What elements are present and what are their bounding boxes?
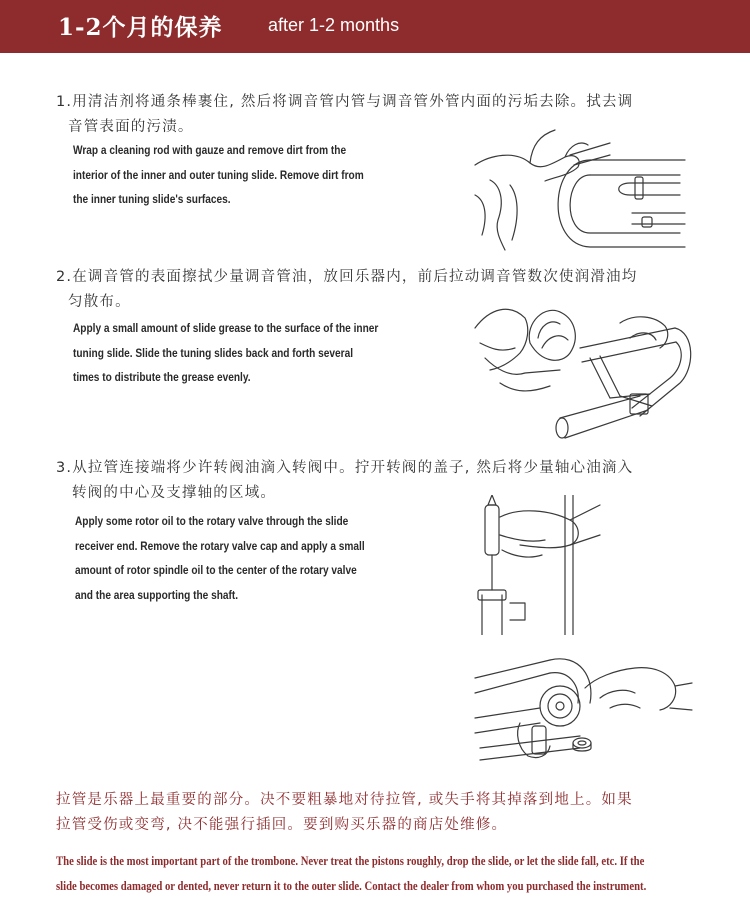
step-1-en-line-1: Wrap a cleaning rod with gauze and remove dirt from the xyxy=(73,145,347,157)
step-2-en-line-1: Apply a small amount of slide grease to the surface of the inner xyxy=(73,323,379,335)
step-3-en-line-3: amount of rotor spindle oil to the center of the rotary valve xyxy=(75,565,357,577)
step-2-en xyxy=(73,317,425,391)
step-3-en-line-2: receiver end. Remove the rotary valve cap and apply a small xyxy=(75,540,365,553)
step-2-zh-line-1: 2.在调音管的表面擦拭少量调音管油，放回乐器内，前后拉动调音管数次使润滑油均 xyxy=(56,269,638,285)
step-1-zh-line-2: 音管表面的污渍。 xyxy=(68,119,194,135)
step-3-zh-line-2: 转阀的中心及支撑轴的区域。 xyxy=(72,485,277,501)
step-1-en xyxy=(73,139,407,213)
page-title-en: after 1-2 months xyxy=(268,15,400,35)
step-3-en-line-1: Apply some rotor oil to the rotary valve through the slide xyxy=(75,516,349,528)
step-2-en-line-2: tuning slide. Slide the tuning slides back and forth several xyxy=(73,347,354,360)
warning-note-en-line-1: The slide is the most important part of the trombone. Never treat the pistons roughly, drop the slide, or let the slide fall, etc. If the xyxy=(56,854,645,868)
step-2-en-line-3: times to distribute the grease evenly. xyxy=(73,372,251,384)
cleaning-rod-tuning-slide-illustration xyxy=(470,125,695,255)
header-bar xyxy=(0,0,750,53)
slide-grease-illustration xyxy=(470,298,695,448)
rotor-oil-dropper-illustration xyxy=(470,495,620,635)
warning-note-en xyxy=(56,849,706,899)
page-title-zh: 1-2个月的保养 xyxy=(58,14,223,41)
rotary-valve-cap-illustration xyxy=(470,648,695,763)
warning-note-en-line-2: slide becomes damaged or dented, never return it to the outer slide. Contact the dealer from whom you purchased the instrument. xyxy=(56,879,647,893)
step-3-en-line-4: and the area supporting the shaft. xyxy=(75,589,239,602)
step-2-zh-line-2: 匀散布。 xyxy=(68,294,131,310)
warning-note-zh xyxy=(56,788,716,838)
step-3-zh-line-1: 3.从拉管连接端将少许转阀油滴入转阀中。拧开转阀的盖子, 然后将少量轴心油滴入 xyxy=(56,460,634,476)
step-1-zh-line-1: 1.用清洁剂将通条棒裹住, 然后将调音管内管与调音管外管内面的污垢去除。拭去调 xyxy=(56,94,634,110)
warning-note-zh-line-1: 拉管是乐器上最重要的部分。决不要粗暴地对待拉管, 或失手将其掉落到地上。如果 xyxy=(56,792,633,808)
step-1-en-line-3: the inner tuning slide's surfaces. xyxy=(73,194,231,206)
step-1-en-line-2: interior of the inner and outer tuning slide. Remove dirt from xyxy=(73,169,364,182)
warning-note-zh-line-2: 拉管受伤或变弯, 决不能强行插回。要到购买乐器的商店处维修。 xyxy=(56,817,508,833)
step-3-en xyxy=(75,510,409,608)
